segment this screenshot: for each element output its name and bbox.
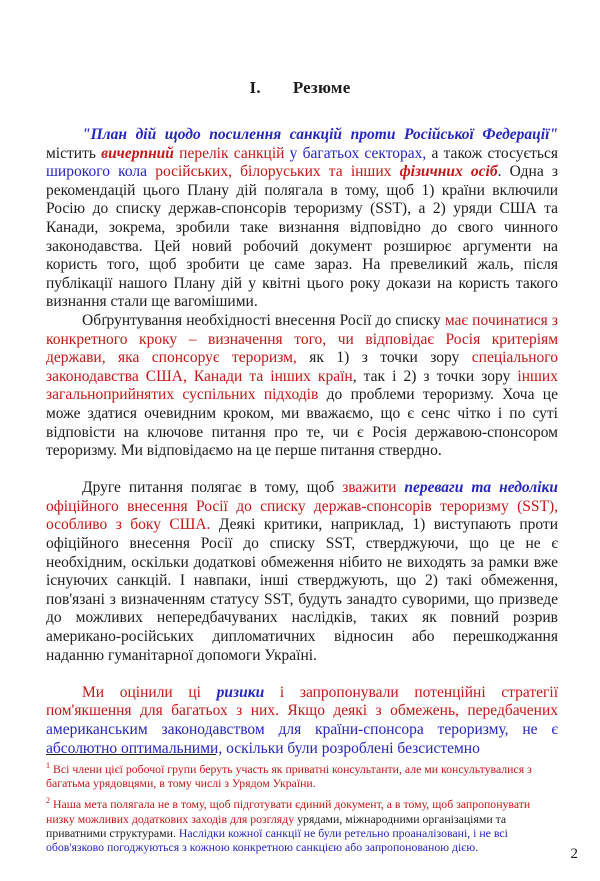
footnote-separator (46, 754, 216, 755)
footnote-2-marker: 2 (46, 796, 51, 806)
footnote-1-text: Всі члени цієї робочої групи беруть участь як приватні консультанти, але ми консультувалися з багатьма урядовцями, в тому числі з Урядом України. (46, 762, 532, 791)
footnotes-section (46, 754, 560, 861)
section-title: Резюме (292, 78, 351, 97)
summary-paragraph-2: Обґрунтування необхідності внесення Росії до списку має починатися з конкретного кроку – визначення того, чи відповідає Росія критеріям держави, яка спонсорує тероризм, як 1) з точки зору спеціального законодавства США, Канади та інших країн, так і 2) з точки зору інших загальноприйнятих суспільних підходів до проблеми тероризму. Хоча це може здатися очевидним кроком, ми вважаємо, що є сенс чітко і по суті відповісти на ключове питання про те, чи є Росія державою-спонсором тероризму. Ми відповідаємо на це перше питання ствердно. (46, 311, 559, 460)
section-number: I. (249, 78, 261, 97)
footnote-1-marker: 1 (46, 761, 51, 771)
summary-paragraph-4: Ми оцінили ці ризики і запропонували потенційні стратегії пом'якшення для багатьох з них. Якщо деякі з обмежень, передбачених американським законодавством для країни-спонсора тероризму, не є абсолютно оптимальними, оскільки були розроблені безсистемно (46, 683, 558, 757)
footnote-1 (46, 762, 560, 790)
page-number: 2 (570, 846, 578, 862)
summary-paragraph-3: Друге питання полягає в тому, щоб зважити переваги та недоліки офіційного внесення Росії до списку держав-спонсорів тероризму (SST), особливо з боку США. Деякі критики, наприклад, 1) виступають проти офіційного внесення Росії до списку SST, стверджуючи, що це не є необхідним, оскільки додаткові обмеження нібито не виходять за рамки вже існуючих санкцій. І навпаки, інші стверджують, що 2) такі обмеження, пов'язані з визначенням статусу SST, будуть занадто суворими, що призведе до можливих непередбачуваних наслідків, таких як повний розрив американо-російських дипломатичних відносин або перешкоджання наданню гуманітарної допомоги Україні. (46, 479, 558, 664)
section-heading (0, 78, 600, 98)
footnote-2-text: Наша мета полягала не в тому, щоб підготувати єдиний документ, а в тому, щоб запропонувати низку можливих додаткових заходів для розгляду урядами, міжнародними організаціями та приватними структурами. Наслідки кожної санкції не були ретельно проаналізовані, і не всі обов'язково погоджуються з кожною конкретною санкцією або запропонованою дією. (46, 797, 531, 855)
summary-paragraph-1: "План дій щодо посилення санкцій проти Російської Федерації" містить вичерпний перелік санкцій у багатьох секторах, а також стосується широкого кола російських, білоруських та інших фізичних осіб. Одна з рекомендацій цього Плану дій полягала в тому, щоб 1) країни включили Росію до списку держав-спонсорів тероризму (SST), а 2) уряди США та Канади, зокрема, зробили таке визнання відповідно до свого чинного законодавства. Цей новий робочий документ розширює аргументи на користь того, щоб зробити це саме зараз. На превеликий жаль, після публікації нашого Плану дій у квітні цього року докази на користь такого визнання стали ще вагомішими. (46, 126, 558, 311)
document-body (46, 126, 558, 758)
footnote-2 (46, 797, 560, 854)
